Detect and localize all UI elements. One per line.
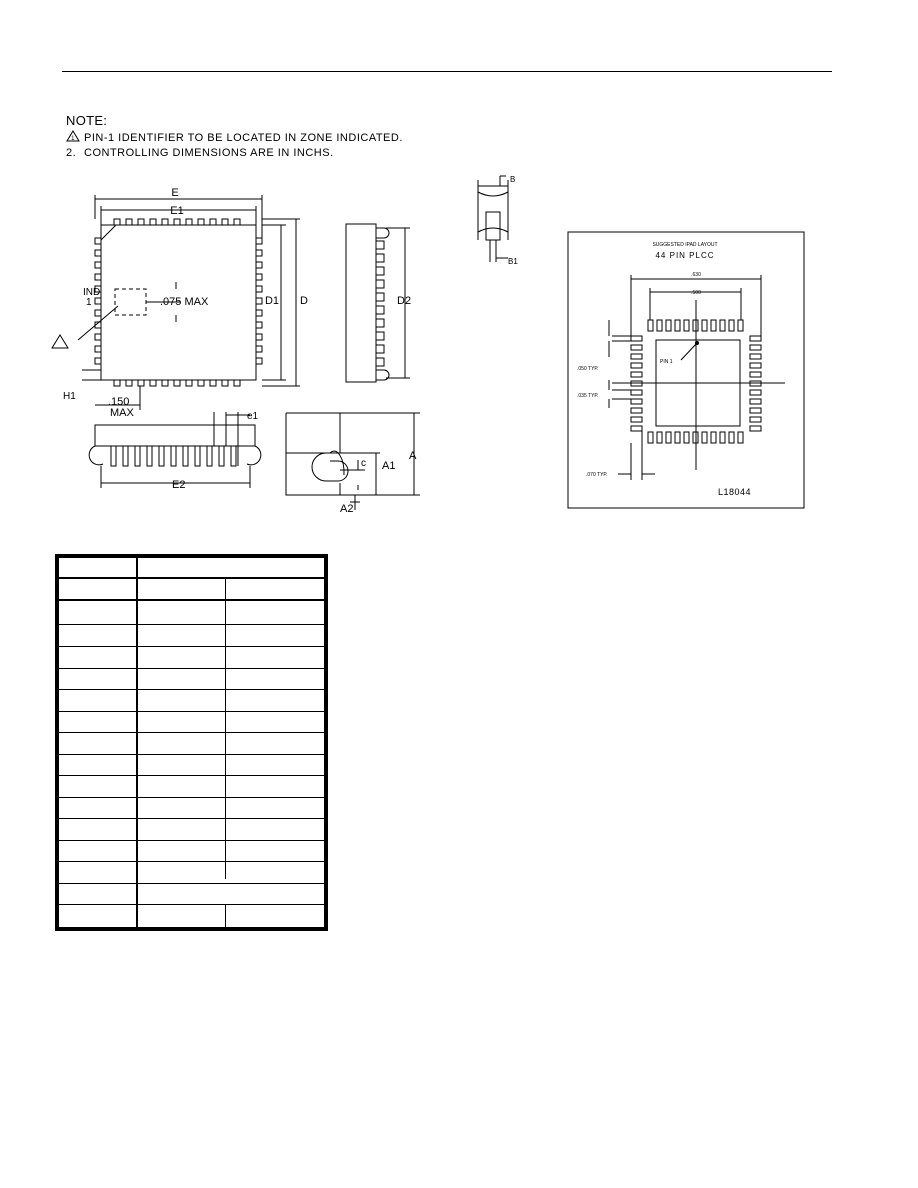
table-col-divider-1 (136, 558, 138, 927)
label-d: D (300, 295, 308, 307)
table-row-line (59, 668, 324, 669)
table-row-line (59, 577, 324, 579)
label-pin-one: 1 (86, 297, 92, 308)
label-a: A (409, 450, 417, 462)
side-view-leads (376, 228, 389, 380)
table-row-line (59, 711, 324, 712)
label-150: .150 (108, 396, 130, 408)
label-ind: IND (83, 287, 101, 298)
label-e2: E2 (172, 479, 186, 491)
table-row-line (59, 624, 324, 625)
note-text-2: CONTROLLING DIMENSIONS ARE IN INCHS. (84, 147, 334, 159)
table-row-line (59, 861, 324, 862)
table-row-line (59, 732, 324, 733)
label-e: E (171, 187, 179, 199)
label-075-max: .075 MAX (160, 296, 209, 308)
table-row-line (59, 883, 324, 884)
label-e1-pitch: e1 (247, 411, 259, 422)
label-a2: A2 (340, 503, 354, 515)
label-c: c (361, 458, 366, 469)
label-e1: E1 (170, 205, 184, 217)
label-d2: D2 (397, 295, 412, 307)
label-max: MAX (110, 407, 134, 419)
label-b1: B1 (508, 257, 518, 266)
pad-pin1-label: PIN 1 (660, 359, 673, 365)
table-row-line (59, 904, 324, 905)
label-h1: H1 (63, 391, 76, 402)
pad-title-1: SUGGESTED IPAD LAYOUT (652, 242, 718, 248)
pad-dim-500: .500 (691, 290, 701, 296)
pad-dim-070: .070 TYP. (586, 472, 608, 478)
dimension-table (55, 554, 328, 931)
label-d1: D1 (264, 295, 279, 307)
table-col-divider-2 (225, 577, 226, 879)
pad-title-2: 44 PIN PLCC (655, 251, 715, 260)
table-row-line (59, 775, 324, 776)
table-col-divider-2b (225, 904, 226, 927)
table-row-line (59, 754, 324, 755)
front-view-leads (89, 446, 261, 466)
table-row-line (59, 689, 324, 690)
label-b: B (510, 175, 516, 184)
note-number-2: 2. (66, 147, 77, 159)
table-row-line (59, 818, 324, 819)
pad-layout-panel (568, 232, 804, 508)
pad-dim-630: .630 (691, 272, 701, 278)
table-row-line (59, 646, 324, 647)
note-text-1: PIN-1 IDENTIFIER TO BE LOCATED IN ZONE INDICATED. (84, 132, 403, 144)
table-row-line (59, 599, 324, 601)
pin1-warning-icon (52, 335, 68, 348)
front-view-body (95, 425, 255, 446)
pad-dim-050: .050 TYP. (577, 366, 599, 372)
pin1-dot-icon (695, 341, 699, 345)
svg-text:1: 1 (71, 136, 75, 142)
pad-drawing-code: L18044 (718, 487, 752, 497)
table-row-line (59, 840, 324, 841)
pad-dim-035: .035 TYP. (577, 393, 599, 399)
side-view-body (346, 224, 376, 382)
notes-title: NOTE: (66, 113, 108, 128)
label-a1: A1 (382, 460, 396, 472)
table-row-line (59, 797, 324, 798)
